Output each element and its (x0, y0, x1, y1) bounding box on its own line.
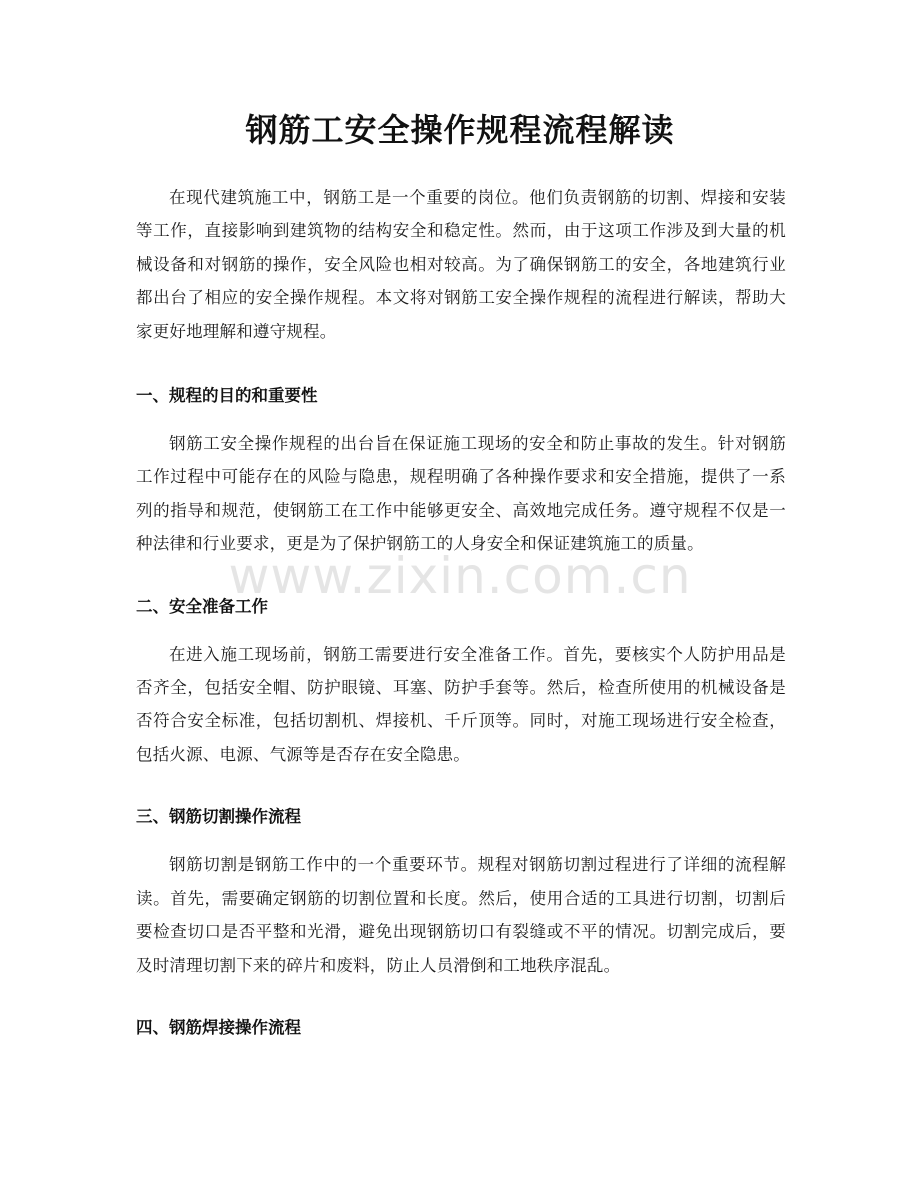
section-heading-purpose: 一、规程的目的和重要性 (136, 386, 318, 406)
section-heading-welding: 四、钢筋焊接操作流程 (136, 1017, 301, 1037)
watermark-text: www.zixin.com.cn (228, 547, 692, 605)
document-body (136, 181, 786, 1042)
section-body-preparation: 在进入施工现场前，钢筋工需要进行安全准备工作。首先，要核实个人防护用品是否齐全，包括安全帽、防护眼镜、耳塞、防护手套等。然后，检查所使用的机械设备是否符合安全标准，包括切割机、焊接机、千斤顶等。同时，对施工现场进行安全检查，包括火源、电源、气源等是否存在安全隐患。 (136, 644, 786, 764)
document-title: 钢筋工安全操作规程流程解读 (245, 111, 675, 149)
intro-paragraph: 在现代建筑施工中，钢筋工是一个重要的岗位。他们负责钢筋的切割、焊接和安装等工作，直接影响到建筑物的结构安全和稳定性。然而，由于这项工作涉及到大量的机械设备和对钢筋的操作，安全风险也相对较高。为了确保钢筋工的安全，各地建筑行业都出台了相应的安全操作规程。本文将对钢筋工安全操作规程的流程进行解读，帮助大家更好地理解和遵守规程。 (136, 188, 786, 341)
section-body-purpose: 钢筋工安全操作规程的出台旨在保证施工现场的安全和防止事故的发生。针对钢筋工作过程中可能存在的风险与隐患，规程明确了各种操作要求和安全措施，提供了一系列的指导和规范，使钢筋工在工作中能够更安全、高效地完成任务。遵守规程不仅是一种法律和行业要求，更是为了保护钢筋工的人身安全和保证建筑施工的质量。 (136, 434, 786, 554)
section-heading-preparation: 二、安全准备工作 (136, 596, 268, 616)
section-heading-cutting: 三、钢筋切割操作流程 (136, 807, 301, 827)
section-body-cutting: 钢筋切割是钢筋工作中的一个重要环节。规程对钢筋切割过程进行了详细的流程解读。首先，需要确定钢筋的切割位置和长度。然后，使用合适的工具进行切割，切割后要检查切口是否平整和光滑，避免出现钢筋切口有裂缝或不平的情况。切割完成后，要及时清理切割下来的碎片和废料，防止人员滑倒和工地秩序混乱。 (136, 855, 786, 975)
